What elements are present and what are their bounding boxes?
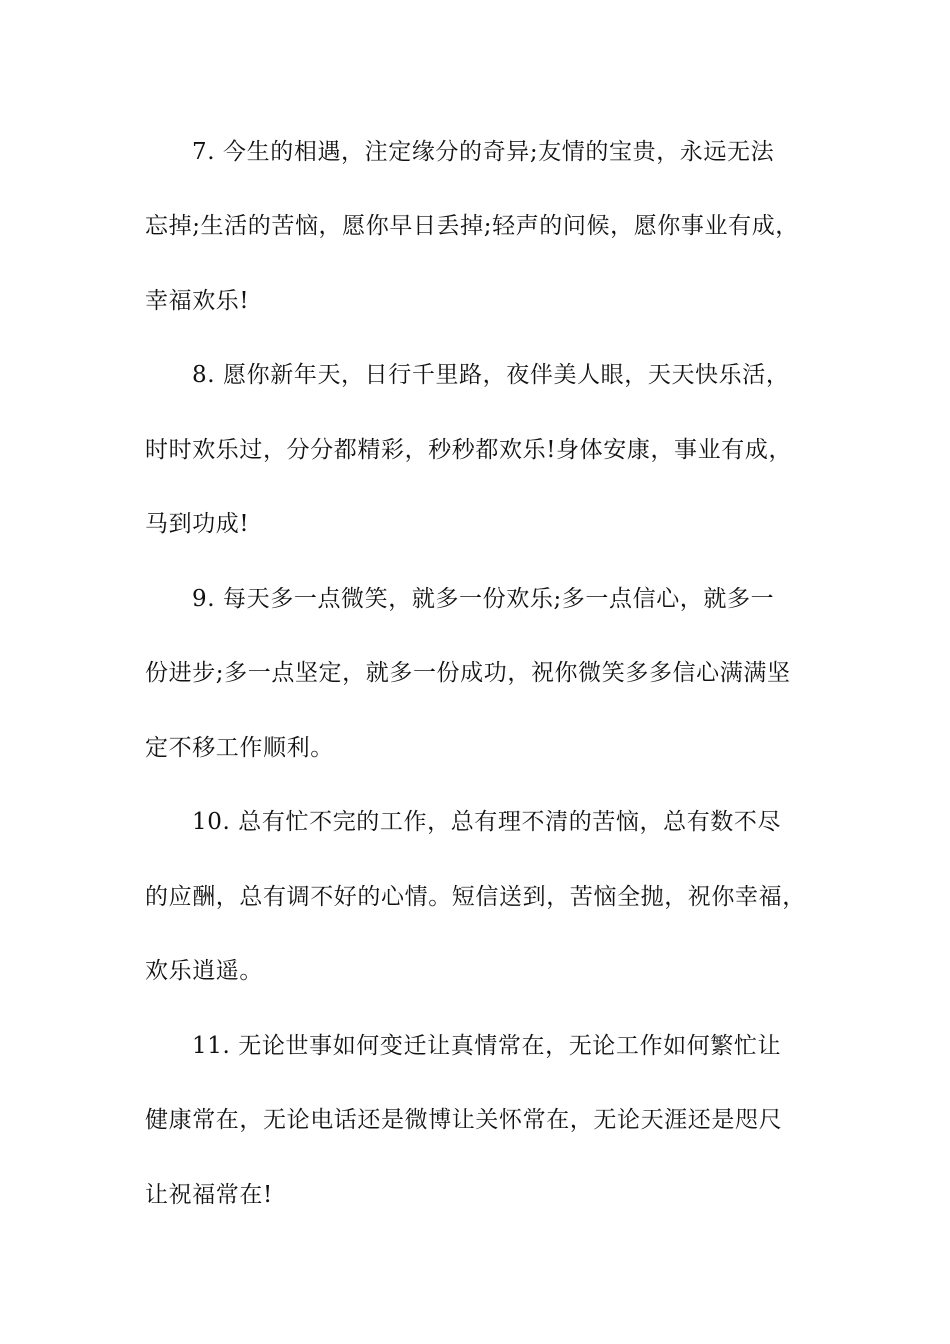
paragraph-9-line-3: 定不移工作顺利。 [145,735,334,761]
paragraph-8-line-3: 马到功成! [145,511,250,537]
paragraph-7-line-1: 7. 今生的相遇，注定缘分的奇异;友情的宝贵，永远无法 [192,139,775,165]
paragraph-9-line-2: 份进步;多一点坚定，就多一份成功，祝你微笑多多信心满满坚 [145,660,791,686]
paragraph-10-line-2: 的应酬，总有调不好的心情。短信送到，苦恼全抛，祝你幸福， [145,884,806,910]
paragraph-7-line-3: 幸福欢乐! [145,288,250,314]
paragraph-11-line-1: 11. 无论世事如何变迁让真情常在，无论工作如何繁忙让 [192,1033,782,1059]
paragraph-11-line-3: 让祝福常在! [145,1182,273,1208]
paragraph-10-line-3: 欢乐逍遥。 [145,958,263,984]
paragraph-9-line-1: 9. 每天多一点微笑，就多一份欢乐;多一点信心，就多一 [192,586,775,612]
paragraph-7-line-2: 忘掉;生活的苦恼，愿你早日丢掉;轻声的问候，愿你事业有成， [145,213,799,239]
paragraph-8-line-1: 8. 愿你新年天，日行千里路，夜伴美人眼，天天快乐活， [192,362,790,388]
paragraph-10-line-1: 10. 总有忙不完的工作，总有理不清的苦恼，总有数不尽 [192,809,782,835]
paragraph-11-line-2: 健康常在，无论电话还是微博让关怀常在，无论天涯还是咫尺 [145,1107,783,1133]
paragraph-8-line-2: 时时欢乐过，分分都精彩，秒秒都欢乐!身体安康，事业有成， [145,437,793,463]
